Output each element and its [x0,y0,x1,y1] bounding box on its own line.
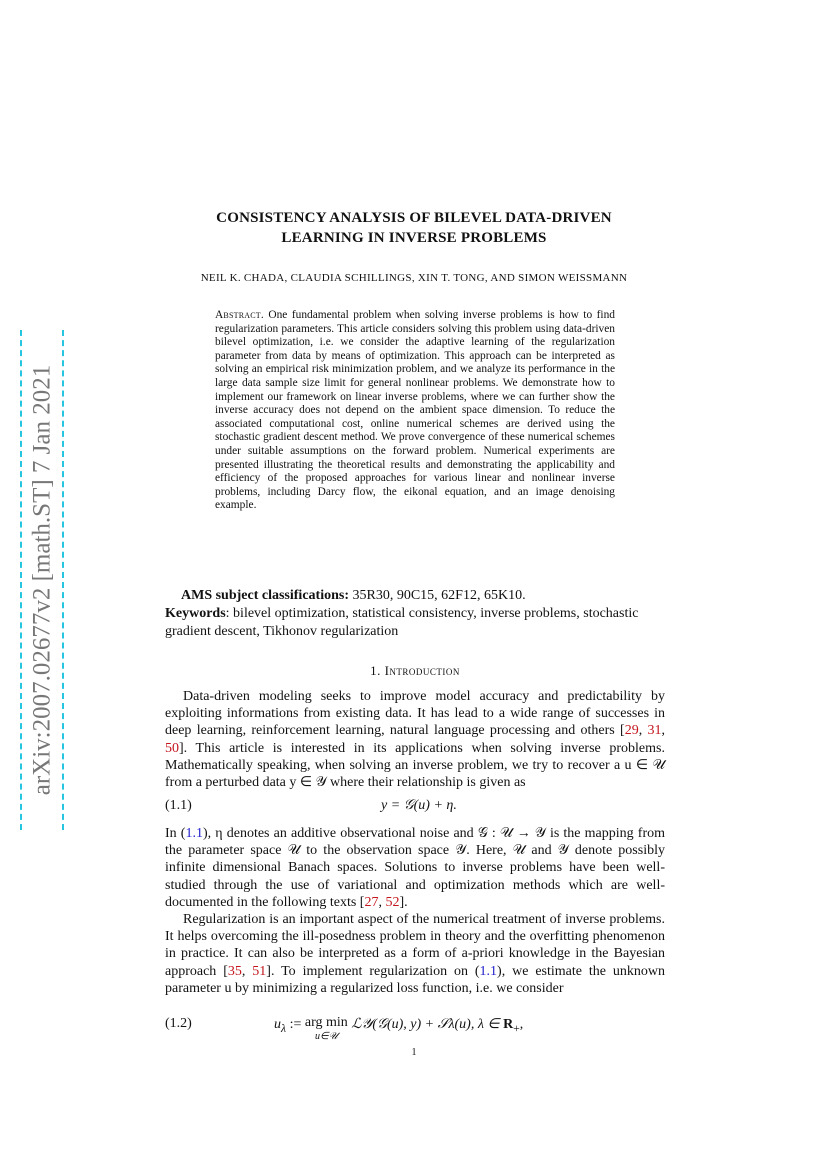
citation-50[interactable]: 50 [165,740,179,756]
eq2-assign: := [286,1017,305,1032]
argmin-subscript: u∈𝒰 [314,1031,338,1042]
equation-ref-1-1[interactable]: 1.1 [185,826,203,841]
eq2-lhs-sub: λ [281,1021,287,1035]
ams-value: 35R30, 90C15, 62F12, 65K10. [352,588,526,603]
citation-31[interactable]: 31 [647,723,662,739]
paragraph-2 [165,825,665,911]
equation-body: y = 𝒢(u) + η. [381,798,457,813]
argmin-label: arg min [304,1015,348,1030]
abstract-label: Abstract. [215,309,264,321]
paragraph-3 [165,911,665,997]
para2-lead: In ( [165,826,186,841]
page-number: 1 [411,1047,417,1058]
classification-block [165,587,665,641]
argmin-operator [305,1016,348,1044]
abstract-text: One fundamental problem when solving inverse problems is how to find regularization parameters. This article considers solving this problem using data-driven bilevel optimization, i.e. we consider the adaptive learning of the regularization parameter from data by means of optimization. This approach can be interpreted as solving an empirical risk minimization problem, and we analyze its performance in the large data sample size limit for general nonlinear problems. We demonstrate how to implement our framework on linear inverse problems, where we can further show the inverse accuracy does not depend on the ambient space dimension. To reduce the associated computational cost, online numerical schemes are derived using the stochastic gradient descent method. We prove convergence of these numerical schemes under suitable assumptions on the forward problem. Numerical experiments are presented illustrating the theoretical results and demonstrating the applicability and efficiency of the proposed approaches for various linear and nonlinear inverse problems, including Darcy flow, the eikonal equation, and an image denoising example. [215,309,615,512]
para2-sep: , [378,894,386,910]
title-line-2: LEARNING IN INVERSE PROBLEMS [281,230,547,246]
keywords-label: Keywords [165,606,226,621]
author-list: NEIL K. CHADA, CLAUDIA SCHILLINGS, XIN T. TONG, AND SIMON WEISSMANN [200,272,628,284]
para3-text-b: ]. To implement regularization on ( [266,963,480,979]
eq2-rhs: ℒ𝒴(𝒢(u), y) + 𝒮λ(u), λ ∈ [347,1017,504,1032]
keywords [165,605,665,641]
equation-body-2 [274,1016,523,1044]
ams-classifications [165,587,665,605]
eq2-lhs: u [274,1017,281,1032]
citation-52[interactable]: 52 [385,894,400,910]
arxiv-identifier: arXiv:2007.02677v2 [math.ST] 7 Jan 2021 [28,364,56,796]
equation-number-2: (1.2) [165,1016,192,1031]
citation-27[interactable]: 27 [364,894,379,910]
title-line-1: CONSISTENCY ANALYSIS OF BILEVEL DATA-DRIVEN [216,210,612,226]
section-heading: 1. Introduction [370,663,460,678]
para3-text-c: ), we estimate the unknown parameter u by minimizing a regularized loss function, i.e. we consider [165,963,665,996]
citation-35[interactable]: 35 [227,963,242,979]
para1-text-a: Data-driven modeling seeks to improve model accuracy and predictability by exploiting informations from existing data. It has lead to a wide range of successes in deep learning, reinforcement learning, natural language processing and others [ [165,689,665,739]
eq2-field-sub: + [513,1021,520,1035]
para2-end: ]. [399,894,408,910]
eq2-field: R [503,1017,514,1032]
citation-29[interactable]: 29 [624,723,639,739]
para3-sep: , [241,963,253,979]
arxiv-stamp [20,330,64,830]
para1-sep-b: , [661,723,665,739]
abstract [215,309,615,513]
citation-51[interactable]: 51 [252,963,267,979]
keywords-value: : bilevel optimization, statistical consistency, inverse problems, stochastic gradient descent, Tikhonov regularization [165,606,639,639]
ams-label: AMS subject classifications: [181,588,349,603]
equation-number: (1.1) [165,798,192,813]
paper-title [140,208,688,248]
para1-text-b: ]. This article is interested in its applications when solving inverse problems. Mathematically speaking, when solving an inverse problem, we try to recover a u ∈ 𝒰 from a perturbed data y ∈ 𝒴 where their relationship is given as [165,740,665,791]
paragraph-1 [165,688,665,791]
para3-text-a: Regularization is an important aspect of the numerical treatment of inverse problems. It helps overcoming the ill-posedness problem in theory and the overfitting phenomenon in practice. It can also be interpreted as a form of a-priori knowledge in the Bayesian approach [ [165,912,665,979]
para2-text: ), η denotes an additive observational noise and 𝒢 : 𝒰 → 𝒴 is the mapping from the parameter space 𝒰 to the observation space 𝒴. Here, 𝒰 and 𝒴 denote possibly infinite dimensional Banach spaces. Solutions to inverse problems have been well-studied through the use of variational and optimization methods which are well-documented in the following texts [ [165,826,666,910]
para1-sep-a: , [638,723,648,739]
eq2-tail: , [519,1017,524,1032]
equation-ref-1-1-b[interactable]: 1.1 [479,963,498,979]
